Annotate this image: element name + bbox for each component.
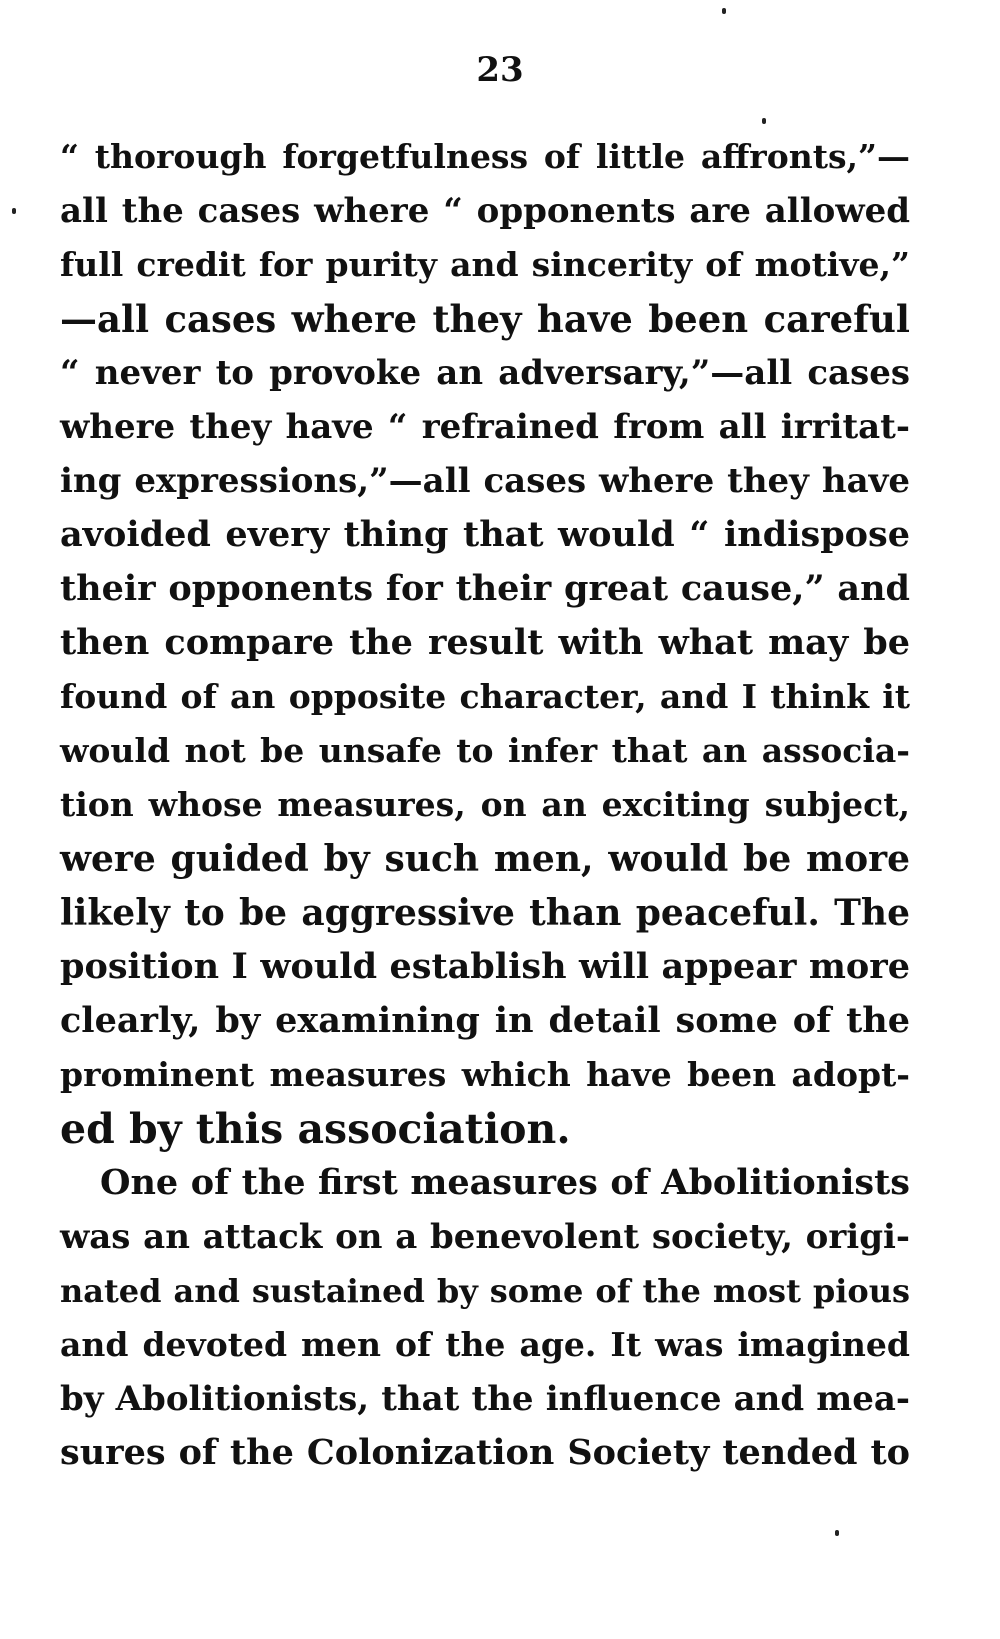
text-line: nated and sustained by some of the most pious (60, 1272, 910, 1310)
text-line: would not be unsafe to infer that an associa- (60, 731, 910, 770)
page-number: 23 (476, 50, 524, 90)
text-line: by Abolitionists, that the influence and mea- (60, 1379, 910, 1419)
text-line: position I would establish will appear more (60, 946, 910, 987)
text-line: likely to be aggressive than peaceful. The (60, 892, 910, 934)
text-line: their opponents for their great cause,” and (60, 568, 910, 609)
text-line: full credit for purity and sincerity of motive,” (60, 245, 910, 284)
text-line: then compare the result with what may be (60, 622, 910, 663)
text-line: were guided by such men, would be more (60, 838, 910, 880)
text-line: —all cases where they have been careful (60, 297, 910, 341)
text-line: “ never to provoke an adversary,”—all cases (60, 353, 910, 393)
text-line: clearly, by examining in detail some of the (60, 1000, 910, 1041)
text-line: and devoted men of the age. It was imagined (60, 1325, 910, 1364)
scan-speck (762, 118, 766, 124)
text-line: tion whose measures, on an exciting subject, (60, 785, 910, 824)
scan-speck (835, 1530, 839, 1536)
text-line: ed by this association. (60, 1105, 571, 1153)
text-line: ing expressions,”—all cases where they have (60, 461, 910, 501)
scan-speck (12, 208, 16, 214)
text-line: found of an opposite character, and I think it (60, 677, 910, 716)
text-line: “ thorough forgetfulness of little affronts,”— (60, 137, 910, 176)
scan-speck (722, 8, 726, 14)
text-line: prominent measures which have been adopt- (60, 1055, 910, 1094)
text-line: where they have “ refrained from all irritat- (60, 407, 910, 447)
text-line: One of the first measures of Abolitionists (100, 1162, 910, 1203)
text-line: sures of the Colonization Society tended to (60, 1432, 910, 1473)
text-line: all the cases where “ opponents are allowed (60, 191, 910, 231)
text-line: was an attack on a benevolent society, origi- (60, 1217, 910, 1257)
text-line: avoided every thing that would “ indispose (60, 514, 910, 555)
